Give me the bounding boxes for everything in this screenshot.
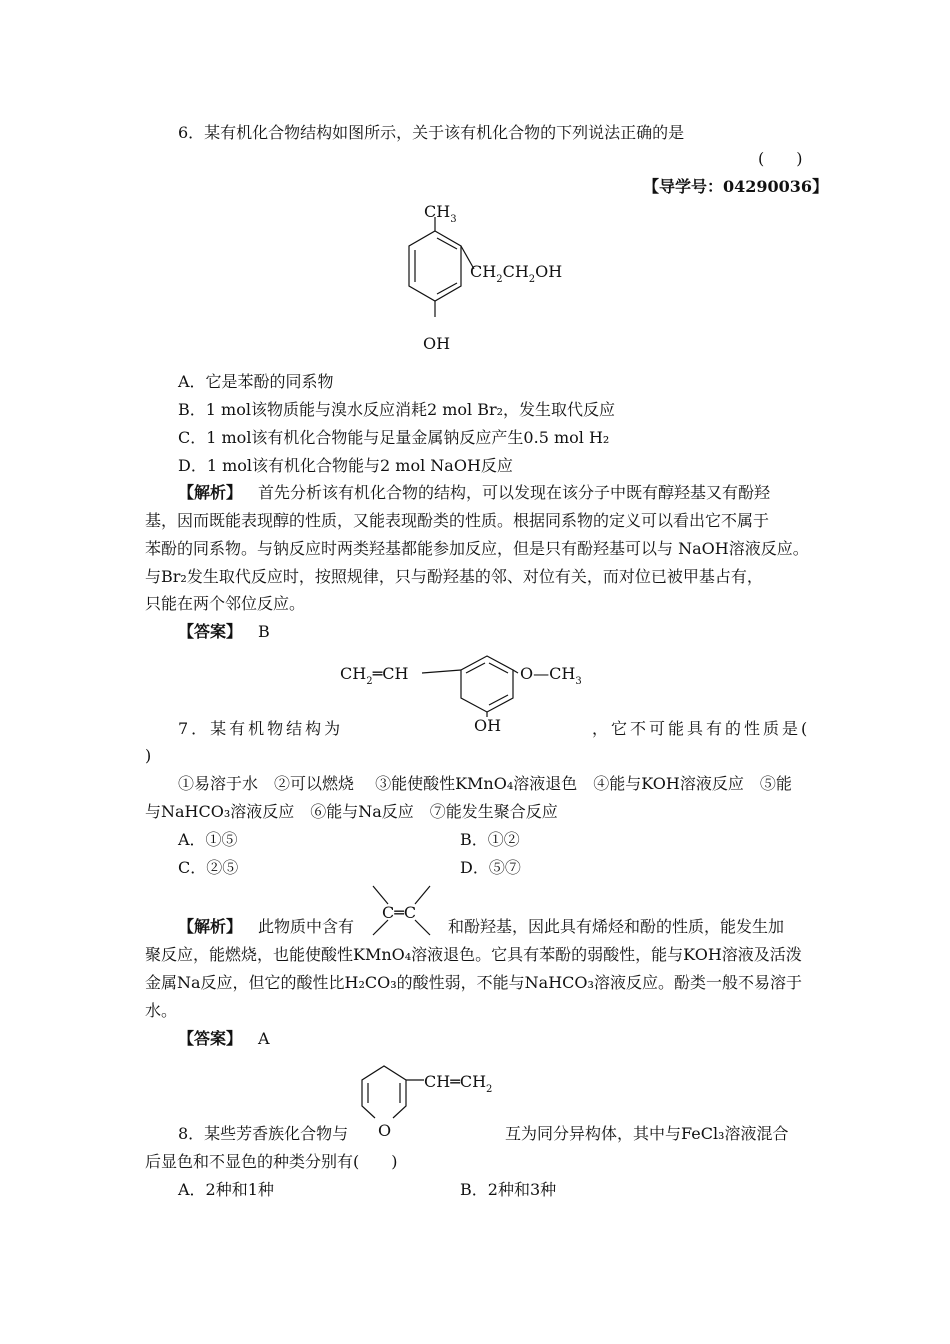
q6-ring-inner-bond bbox=[437, 238, 457, 249]
q6-analysis-line-5: 只能在两个邻位反应。 bbox=[145, 594, 306, 613]
q6-option-c: C．1 mol该有机化合物能与足量金属钠反应产生0.5 mol H₂ bbox=[178, 428, 610, 447]
q7-option-c: C．②⑤ bbox=[178, 858, 239, 877]
q7-vinyl-label: $CH_2═CH$ bbox=[340, 664, 409, 687]
q6-option-a: A．它是苯酚的同系物 bbox=[178, 372, 334, 391]
q6-structure bbox=[380, 202, 580, 355]
q7-answer-value: A bbox=[258, 1029, 270, 1048]
q6-option-d: D．1 mol该有机化合物能与2 mol NaOH反应 bbox=[178, 456, 513, 475]
q7-analysis-start: 此物质中含有 bbox=[258, 917, 355, 936]
q6-analysis-label: 【解析】 bbox=[178, 483, 243, 502]
q8-option-b: B．2种和3种 bbox=[460, 1180, 557, 1199]
q8-vinyl-label: $CH═CH_2$ bbox=[424, 1072, 493, 1095]
q7-analysis-line-2: 聚反应，能燃烧，也能使酸性KMnO₄溶液退色。它具有苯酚的弱酸性，能与KOH溶液及活泼 bbox=[145, 945, 802, 964]
q8-stem-part-1: 8．某些芳香族化合物与 bbox=[178, 1124, 349, 1143]
q7-answer-label: 【答案】 bbox=[178, 1029, 243, 1048]
q7-ring-inner-bond bbox=[489, 695, 508, 705]
q8-option-a: A．2种和1种 bbox=[178, 1180, 274, 1199]
q6-analysis-line-4: 与Br₂发生取代反应时，按照规律，只与酚羟基的邻、对位有关，而对位已被甲基占有， bbox=[145, 567, 763, 586]
q7-phenol-oh-label: OH bbox=[474, 716, 502, 735]
q7-benzene-ring bbox=[461, 656, 513, 712]
q6-methyl-label: $CH_3$ bbox=[424, 202, 457, 225]
q6-benzene-ring bbox=[409, 231, 461, 301]
q8-oxygen-label: O bbox=[378, 1121, 392, 1140]
q7-structure bbox=[340, 645, 600, 737]
q6-analysis-line-3: 苯酚的同系物。与钠反应时两类羟基都能参加反应，但是只有酚羟基可以与 NaOH溶液反应。 bbox=[145, 539, 809, 558]
q7-properties-line-2: 与NaHCO₃溶液反应 ⑥能与Na反应 ⑦能发生聚合反应 bbox=[145, 802, 558, 821]
q7-alkene-structure bbox=[368, 884, 450, 940]
q7-analysis-line-3: 金属Na反应，但它的酸性比H₂CO₃的酸性弱，不能与NaHCO₃溶液反应。酚类一般不易溶于 bbox=[145, 973, 802, 992]
q6-analysis-line-2: 基，因而既能表现醇的性质，又能表现酚类的性质。根据同系物的定义可以看出它不属于 bbox=[145, 511, 770, 530]
q7-ring-inner-bond bbox=[466, 663, 485, 673]
q7-ring-inner-bond bbox=[489, 663, 508, 673]
q6-answer-value: B bbox=[258, 622, 270, 641]
q7-ether-bond bbox=[513, 670, 518, 673]
q8-stem-part-2: 互为同分异构体，其中与FeCl₃溶液混合 bbox=[505, 1124, 789, 1143]
q7-analysis-mid: 和酚羟基，因此具有烯烃和酚的性质，能发生加 bbox=[448, 917, 785, 936]
q7-answer-line bbox=[178, 1028, 270, 1050]
q7-analysis-label: 【解析】 此物质中含有 bbox=[178, 917, 355, 936]
q6-phenol-oh-label: OH bbox=[423, 334, 451, 353]
q8-structure bbox=[360, 1058, 520, 1142]
q8-pyran-ring bbox=[362, 1066, 406, 1118]
q7-option-a: A．①⑤ bbox=[178, 830, 238, 849]
q7-analysis-line-4: 水。 bbox=[145, 1001, 178, 1020]
q7-option-b: B．①② bbox=[460, 830, 520, 849]
q7-methoxy-label: $O—CH_3$ bbox=[520, 664, 582, 687]
q7-stem-part-2: ，它不可能具有的性质是( bbox=[592, 719, 811, 738]
q7-alkene-label: C═C bbox=[382, 903, 417, 922]
q7-vinyl-bond bbox=[422, 670, 461, 673]
q6-answer-label: 【答案】 bbox=[178, 622, 243, 641]
q6-ring-inner-bond bbox=[437, 283, 457, 294]
q7-option-d: D．⑤⑦ bbox=[460, 858, 521, 877]
q7-stem-part-3: ) bbox=[145, 746, 152, 765]
q7-stem-part-1: 7．某有机物结构为 bbox=[178, 719, 344, 738]
q6-stem: 6．某有机化合物结构如图所示，关于该有机化合物的下列说法正确的是 bbox=[178, 123, 685, 142]
q6-answer-line bbox=[178, 621, 270, 643]
q6-analysis-line-1: 【解析】 首先分析该有机化合物的结构，可以发现在该分子中既有醇羟基又有酚羟 bbox=[178, 483, 771, 502]
q6-side-chain-label: $CH_2CH_2OH$ bbox=[470, 262, 563, 285]
q7-properties-line-1: ①易溶于水 ②可以燃烧 ③能使酸性KMnO₄溶液退色 ④能与KOH溶液反应 ⑤能 bbox=[178, 774, 792, 793]
q8-stem-part-3: 后显色和不显色的种类分别有( ) bbox=[145, 1152, 398, 1171]
q6-answer-blank: ( ) bbox=[758, 149, 803, 168]
q6-option-b: B．1 mol该物质能与溴水反应消耗2 mol Br₂，发生取代反应 bbox=[178, 400, 616, 419]
q6-guide-number: 【导学号：04290036】 bbox=[643, 177, 829, 196]
